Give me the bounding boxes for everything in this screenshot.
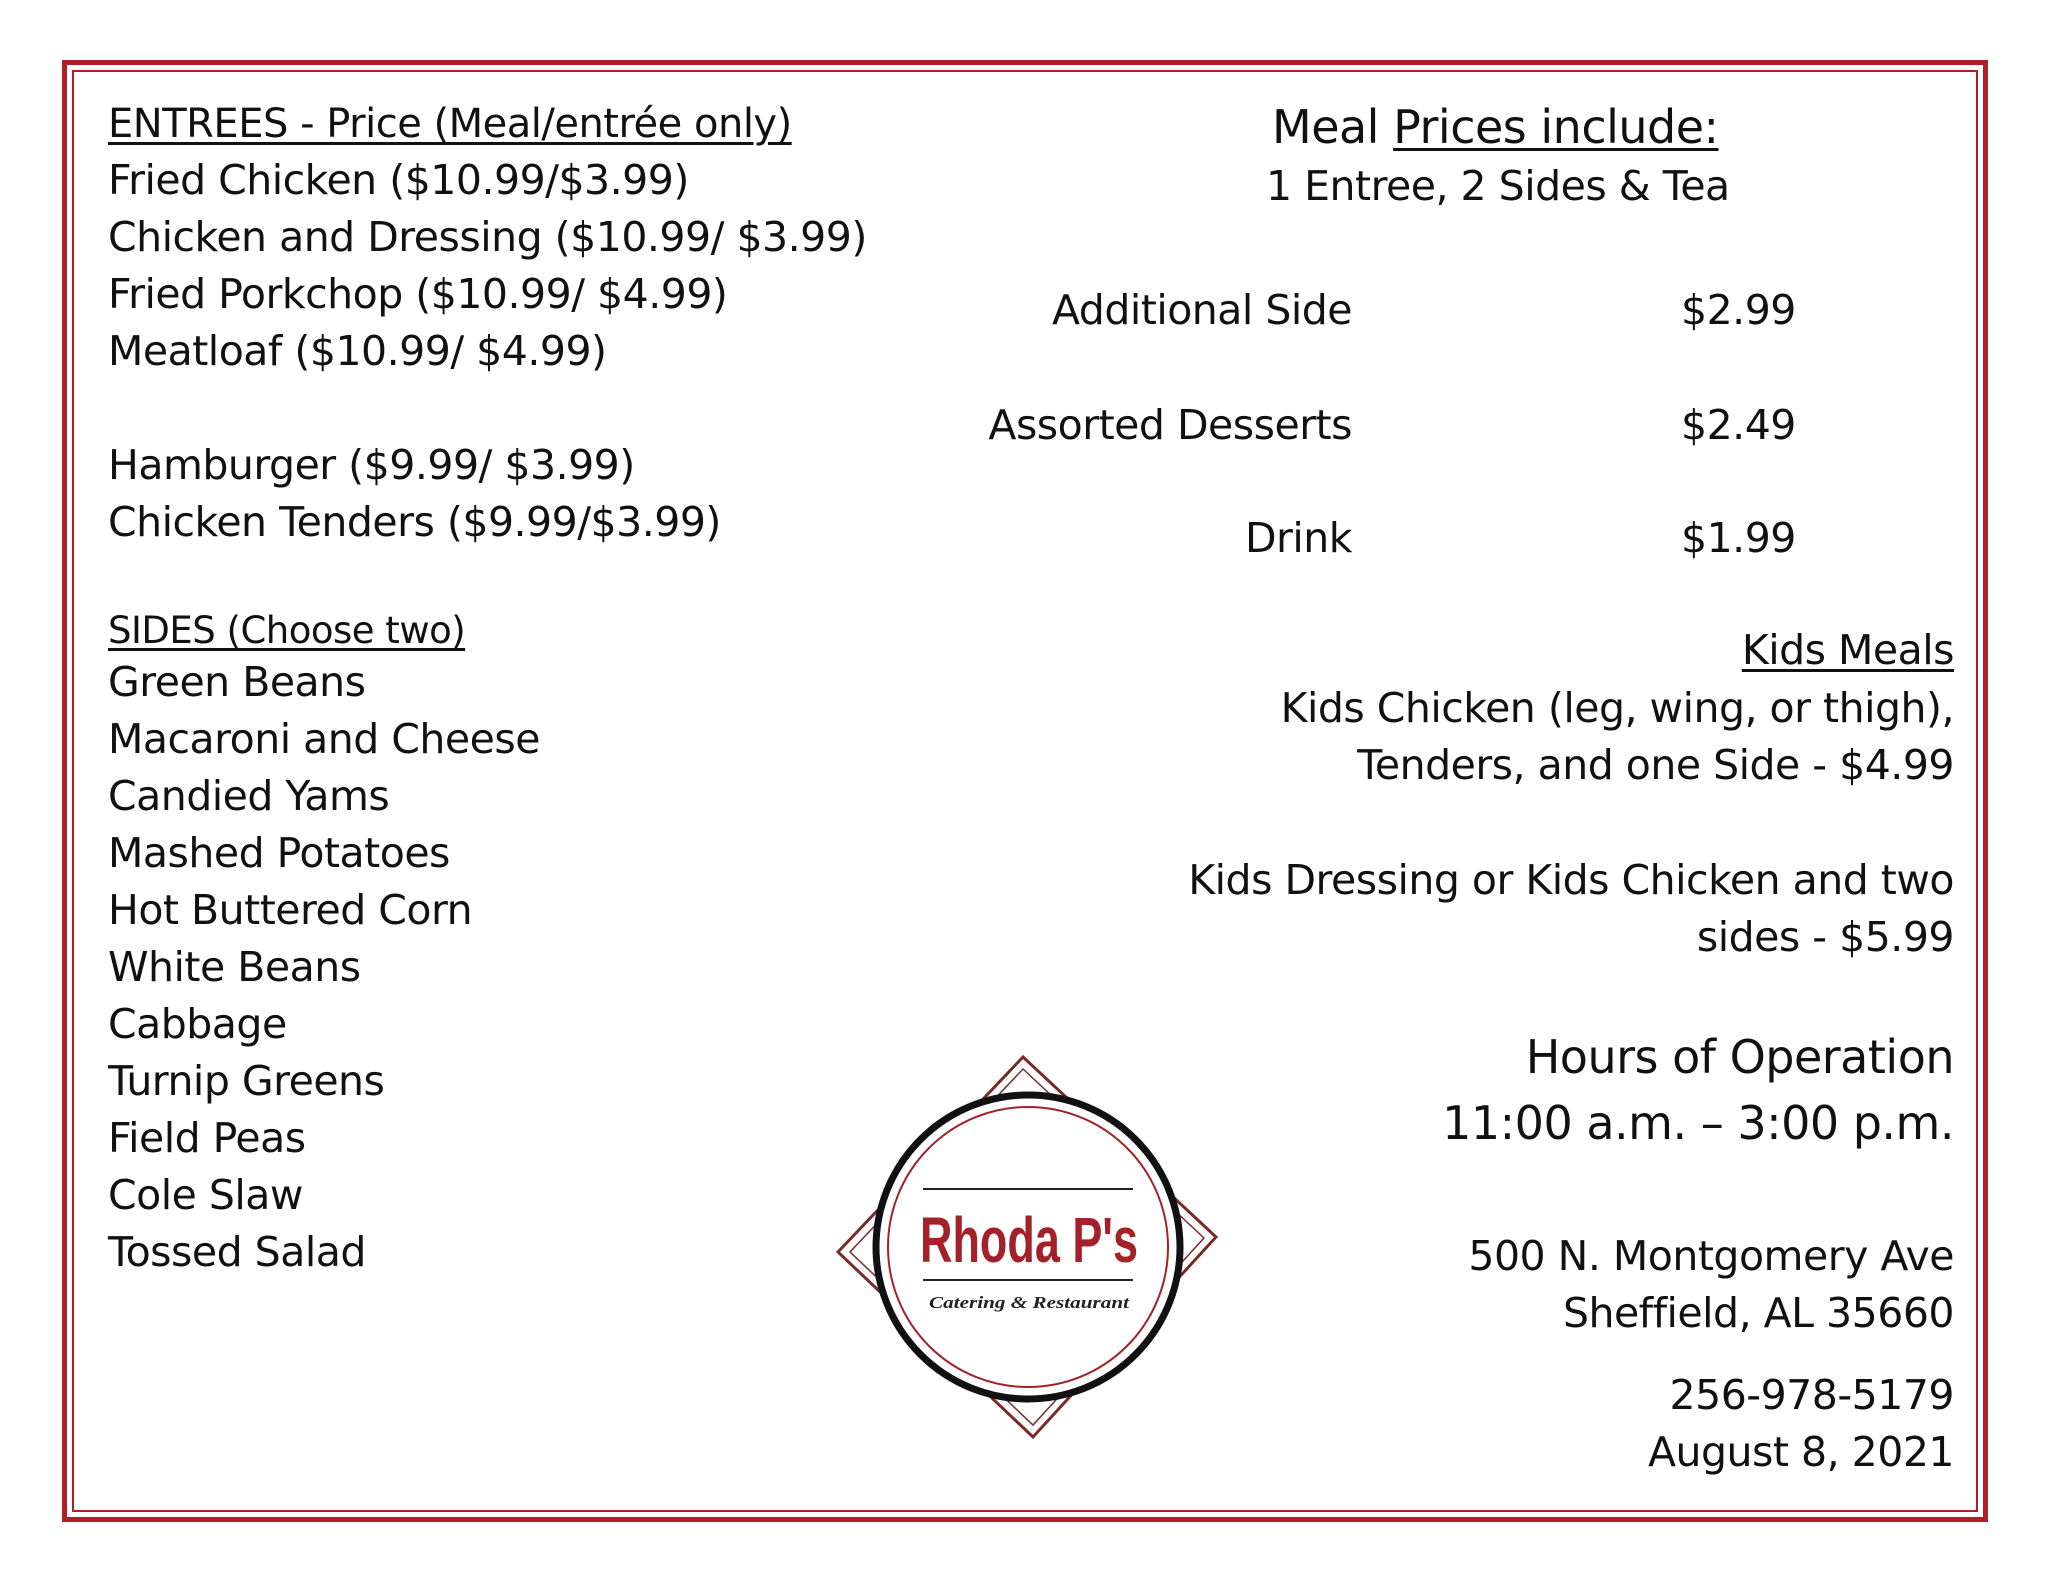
meal-prices-heading-prefix: Meal [1272,100,1394,154]
logo-tagline: Catering & Restaurant [929,1293,1131,1312]
extra-price-additional-side: $2.99 [1681,286,1796,334]
side-item: White Beans [108,943,361,991]
extra-price-desserts: $2.49 [1681,401,1796,449]
side-item: Cabbage [108,1000,287,1048]
kids-line: Kids Dressing or Kids Chicken and two [1188,856,1954,904]
address-street: 500 N. Montgomery Ave [1468,1232,1954,1280]
kids-line: Tenders, and one Side - $4.99 [1357,741,1954,789]
sides-heading: SIDES (Choose two) [108,609,466,652]
hours-heading: Hours of Operation [1525,1030,1954,1084]
meal-prices-heading-underlined: Prices include: [1393,100,1719,154]
hours-time: 11:00 a.m. – 3:00 p.m. [1442,1096,1954,1150]
kids-meals-heading: Kids Meals [1741,626,1954,674]
kids-line: sides - $5.99 [1696,913,1954,961]
restaurant-logo [833,1052,1223,1442]
side-item: Macaroni and Cheese [108,715,540,763]
extra-label-additional-side: Additional Side [1051,286,1352,334]
extra-label-desserts: Assorted Desserts [988,401,1352,449]
menu-date: August 8, 2021 [1647,1428,1954,1476]
entree-item: Hamburger ($9.99/ $3.99) [108,441,635,489]
side-item: Hot Buttered Corn [108,886,473,934]
kids-line: Kids Chicken (leg, wing, or thigh), [1280,684,1954,732]
extra-label-drink: Drink [1244,514,1352,562]
extra-price-drink: $1.99 [1681,514,1796,562]
entree-item: Chicken Tenders ($9.99/$3.99) [108,498,721,546]
entrees-heading: ENTREES - Price (Meal/entrée only) [108,101,792,147]
entree-item: Chicken and Dressing ($10.99/ $3.99) [108,213,867,261]
entree-item: Fried Porkchop ($10.99/ $4.99) [108,270,728,318]
side-item: Candied Yams [108,772,390,820]
meal-prices-heading [1272,100,1719,154]
side-item: Mashed Potatoes [108,829,450,877]
entree-item: Fried Chicken ($10.99/$3.99) [108,156,689,204]
meal-includes: 1 Entree, 2 Sides & Tea [1266,162,1730,210]
side-item: Turnip Greens [108,1057,385,1105]
side-item: Field Peas [108,1114,306,1162]
entree-item: Meatloaf ($10.99/ $4.99) [108,327,607,375]
side-item: Cole Slaw [108,1171,303,1219]
address-city: Sheffield, AL 35660 [1562,1289,1954,1337]
phone-number: 256-978-5179 [1669,1371,1954,1419]
side-item: Green Beans [108,658,366,706]
side-item: Tossed Salad [108,1228,366,1276]
logo-name: Rhoda P's [920,1204,1138,1276]
